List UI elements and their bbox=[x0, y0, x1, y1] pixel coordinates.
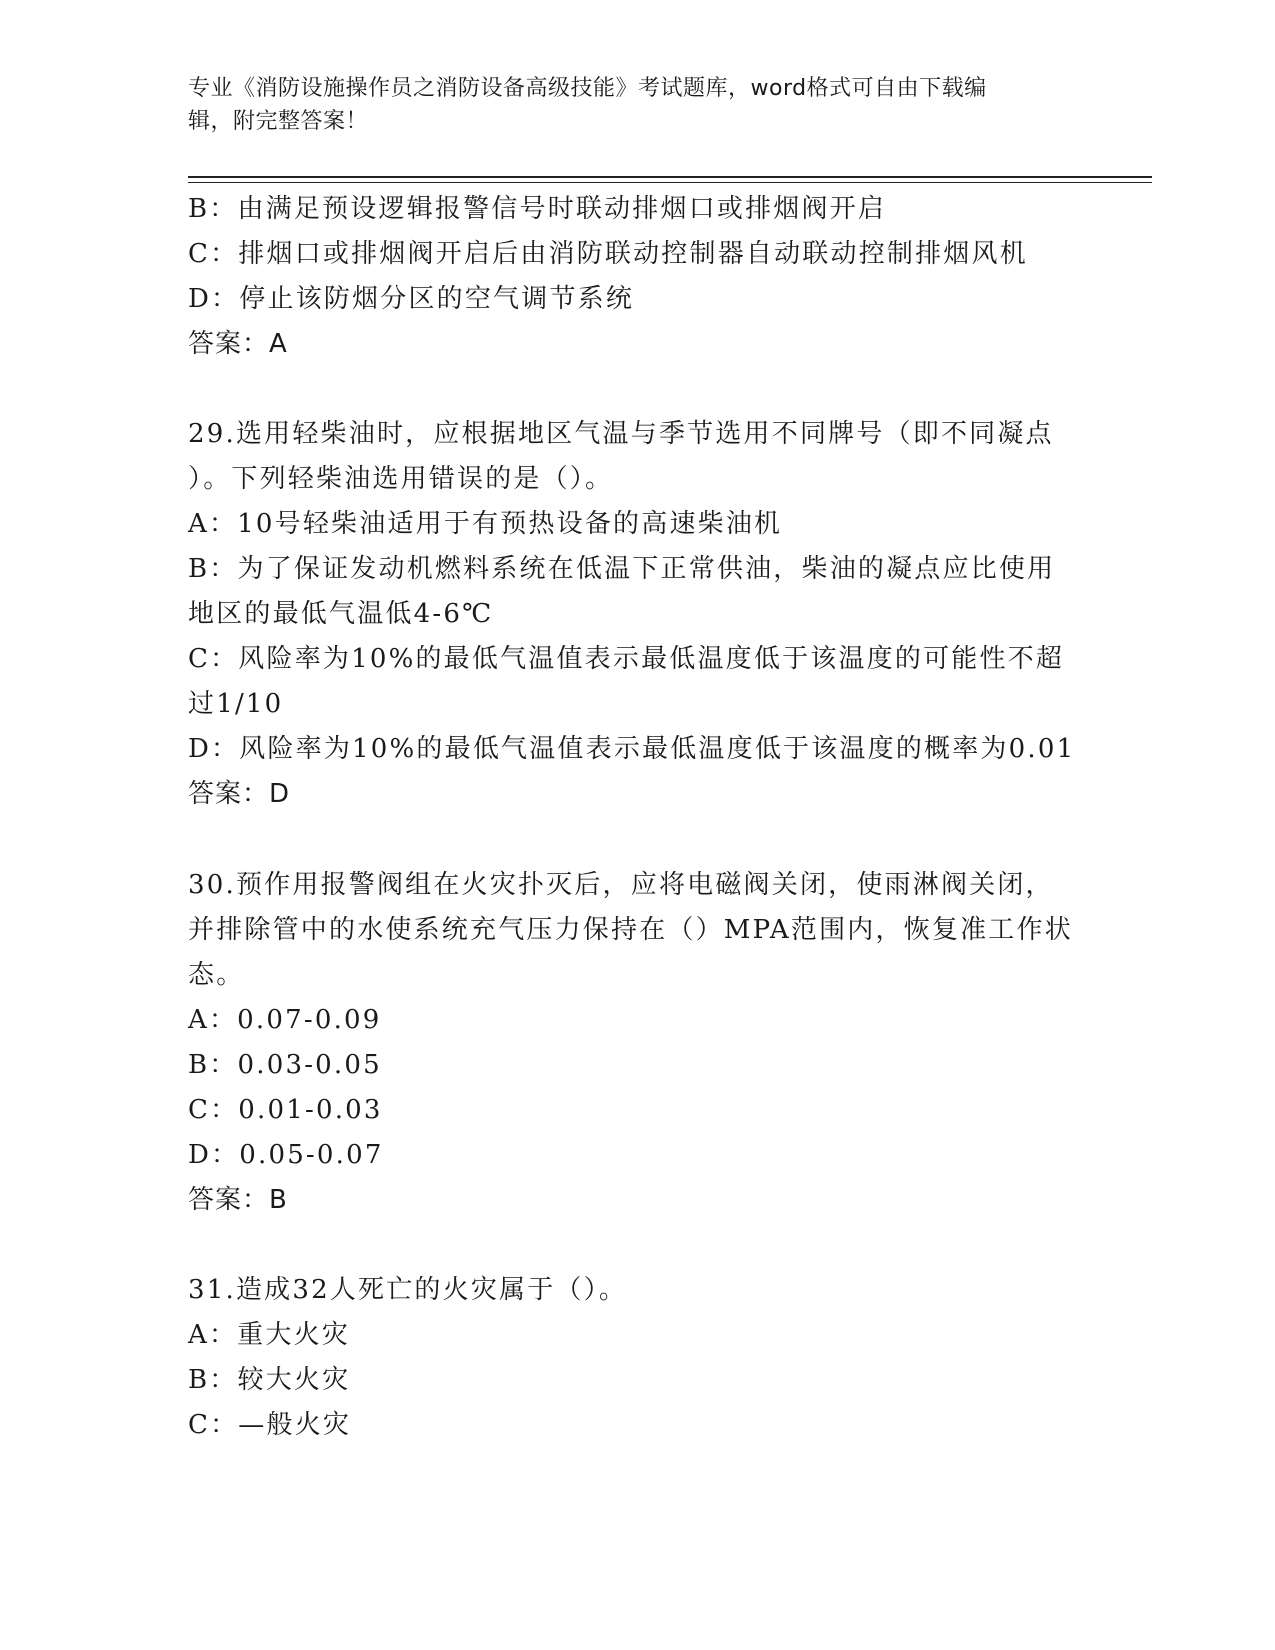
q30-stem-line-1: 30.预作用报警阀组在火灾扑灭后，应将电磁阀关闭，使雨淋阀关闭， bbox=[188, 870, 1054, 900]
q28-option-c: C：排烟口或排烟阀开启后由消防联动控制器自动联动控制排烟风机 bbox=[188, 239, 1028, 269]
header-line-1: 专业《消防设施操作员之消防设备高级技能》考试题库，word格式可自由下载编 bbox=[188, 76, 987, 101]
header-line-2: 辑，附完整答案！ bbox=[188, 109, 369, 134]
document-header bbox=[188, 72, 1088, 138]
q30-stem-line-3: 态。 bbox=[188, 960, 245, 990]
q31-option-b: B：较大火灾 bbox=[188, 1365, 351, 1395]
q30-answer: 答案：B bbox=[188, 1185, 288, 1215]
q29-option-d: D：风险率为10%的最低气温值表示最低温度低于该温度的概率为0.01 bbox=[188, 734, 1076, 764]
q31-stem: 31.造成32人死亡的火灾属于（）。 bbox=[188, 1275, 628, 1305]
q30-option-d: D：0.05-0.07 bbox=[188, 1140, 384, 1170]
q29-stem-line-2: ）。下列轻柴油选用错误的是（）。 bbox=[188, 464, 614, 494]
q28-answer: 答案：A bbox=[188, 329, 288, 359]
q30-option-c: C：0.01-0.03 bbox=[188, 1095, 383, 1125]
q31-option-c: C：—般火灾 bbox=[188, 1410, 352, 1440]
header-divider-thin bbox=[188, 182, 1152, 183]
q31-option-a: A：重大火灾 bbox=[188, 1320, 350, 1350]
q30-option-b: B：0.03-0.05 bbox=[188, 1050, 382, 1080]
q29-option-b-line-2: 地区的最低气温低4-6℃ bbox=[188, 599, 494, 629]
q29-option-a: A：10号轻柴油适用于有预热设备的高速柴油机 bbox=[188, 509, 783, 539]
q28-option-b: B：由满足预设逻辑报警信号时联动排烟口或排烟阀开启 bbox=[188, 194, 887, 224]
header-divider-thick bbox=[188, 176, 1152, 178]
q29-answer: 答案：D bbox=[188, 779, 291, 809]
q30-option-a: A：0.07-0.09 bbox=[188, 1005, 382, 1035]
q30-stem-line-2: 并排除管中的水使系统充气压力保持在（）MPA范围内，恢复准工作状 bbox=[188, 915, 1073, 945]
q29-option-b-line-1: B：为了保证发动机燃料系统在低温下正常供油，柴油的凝点应比使用 bbox=[188, 554, 1056, 584]
q29-option-c-line-1: C：风险率为10%的最低气温值表示最低温度低于该温度的可能性不超 bbox=[188, 644, 1065, 674]
q28-option-d: D：停止该防烟分区的空气调节系统 bbox=[188, 284, 635, 314]
q29-stem-line-1: 29.选用轻柴油时，应根据地区气温与季节选用不同牌号（即不同凝点 bbox=[188, 419, 1054, 449]
q29-option-c-line-2: 过1/10 bbox=[188, 689, 284, 719]
